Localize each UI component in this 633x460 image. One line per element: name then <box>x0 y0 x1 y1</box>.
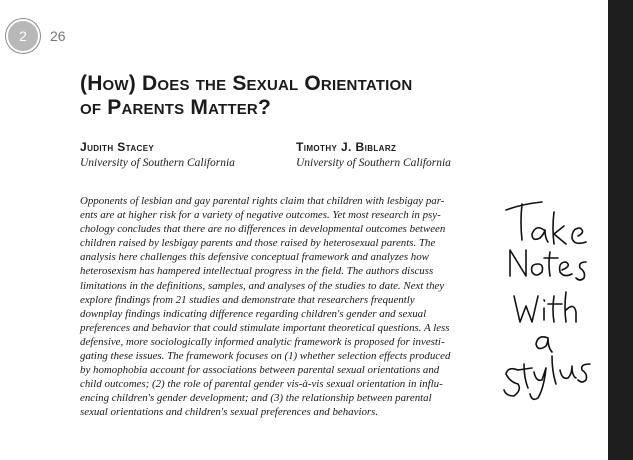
handwritten-note[interactable] <box>492 192 604 402</box>
ink-word-stylus <box>504 356 590 399</box>
abstract-line: heterosexism has hampered intellectual progress in the field. The authors discuss <box>80 265 434 278</box>
abstract-line: defensive, more sociologically informed analytic framework is proposed for investi- <box>80 335 445 348</box>
abstract-line: ents are at higher risk for a variety of negative outcomes. Yet most research in psy- <box>80 209 441 222</box>
abstract-line: downplay findings indicating difference regarding children's gender and sexual <box>80 307 427 320</box>
author-name: Timothy J. Biblarz <box>296 140 397 154</box>
author-affiliation: University of Southern California <box>296 157 451 169</box>
abstract-line: encing children's gender development; and (3) the relationship between parental <box>80 392 432 405</box>
abstract-line: gating these issues. The framework focuses on (1) whether selection effects produced <box>80 350 451 363</box>
abstract-line: explore findings from 21 studies and demonstrate that researchers frequently <box>80 293 415 306</box>
abstract-line: chology concludes that there are no differences in developmental outcomes between <box>80 223 446 236</box>
abstract-line: by homophobia account for associations between parental sexual orientations and <box>80 364 440 377</box>
abstract <box>80 194 492 420</box>
ink-word-notes <box>510 250 586 280</box>
ink-word-take <box>506 202 586 244</box>
document-title <box>80 72 520 120</box>
abstract-line: sexual orientations and children's sexual preferences and behaviors. <box>80 406 379 419</box>
title-line-2: of Parents Matter? <box>80 96 271 119</box>
author-affiliation: University of Southern California <box>80 157 235 169</box>
abstract-line: preferences and behavior that could stimulate important theoretical questions. A less <box>80 321 450 334</box>
current-page-number: 2 <box>19 28 27 44</box>
total-pages-label: 26 <box>50 28 66 44</box>
abstract-line: analysis here challenges this defensive conceptual framework and analyzes how <box>80 251 429 264</box>
abstract-line: Opponents of lesbian and gay parental rights claim that children with lesbigay par- <box>80 195 445 207</box>
page-indicator <box>6 19 66 53</box>
ink-word-with <box>514 292 576 322</box>
author-block-2 <box>296 139 451 171</box>
abstract-line: limitations in the definitions, samples, and analyses of the studies to date. Next they <box>80 279 445 292</box>
ink-word-a <box>536 337 552 352</box>
author-name: Judith Stacey <box>80 140 155 154</box>
current-page-button[interactable] <box>6 19 40 53</box>
abstract-line: child outcomes; (2) the role of parental gender vis-à-vis sexual orientation in influ- <box>80 378 443 391</box>
abstract-line: children raised by lesbigay parents and those raised by heterosexual parents. The <box>80 237 436 250</box>
title-line-1: (How) Does the Sexual Orientation <box>80 72 413 95</box>
ink-strokes <box>492 192 604 402</box>
author-block-1 <box>80 139 235 171</box>
